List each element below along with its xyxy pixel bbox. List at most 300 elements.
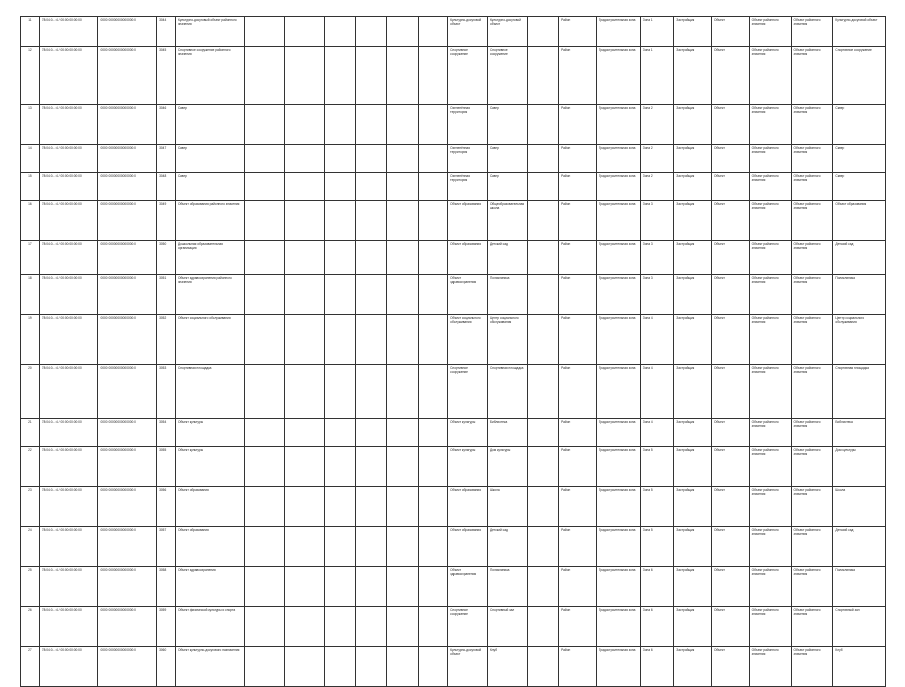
table-cell: 0000 00000000000000:0 [98, 419, 157, 447]
table-cell: Спортивный зал [487, 607, 527, 647]
table-cell: Объект районного значения [749, 145, 791, 173]
table-cell: 3059 [157, 607, 176, 647]
table-cell [245, 145, 285, 173]
table-cell: Спортивное сооружение [448, 607, 488, 647]
table-cell [418, 241, 447, 275]
table-cell: Объект физической культуры и спорта [175, 607, 244, 647]
table-row [21, 145, 886, 173]
table-cell: Градостроительная зона [596, 447, 640, 487]
table-cell: Объект культуры [448, 419, 488, 447]
table-cell: Культурно-досуговый объект районного значения [175, 17, 244, 47]
table-cell [418, 315, 447, 365]
table-cell: Район [559, 365, 597, 419]
table-cell: Культурно-досуговой объект [448, 17, 488, 47]
table-cell: Застройщик [674, 105, 712, 145]
table-cell: 78:04:0...:4 / 00:00:00:00:00 [39, 145, 98, 173]
table-cell: Зона 2 [640, 145, 674, 173]
table-cell: Объект районного значения [791, 145, 833, 173]
table-cell [356, 607, 387, 647]
table-cell [527, 607, 558, 647]
table-cell: 19 [21, 315, 40, 365]
table-cell: Спортивное сооружение [487, 47, 527, 105]
table-cell: Поликлиника [833, 275, 886, 315]
table-cell: 0000 00000000000000:0 [98, 527, 157, 567]
table-row [21, 487, 886, 527]
table-cell [387, 567, 418, 607]
table-cell: Объект районного значения [791, 315, 833, 365]
table-cell: Объект [711, 567, 749, 607]
table-cell [387, 527, 418, 567]
table-cell [527, 447, 558, 487]
table-cell: Район [559, 607, 597, 647]
table-cell: 13 [21, 105, 40, 145]
table-cell: 0000 00000000000000:0 [98, 241, 157, 275]
table-cell: Объект здравоохранения [175, 567, 244, 607]
table-cell: Объект социального обслуживания [175, 315, 244, 365]
table-cell: 20 [21, 365, 40, 419]
table-cell [418, 567, 447, 607]
table-cell: Застройщик [674, 447, 712, 487]
table-cell: Застройщик [674, 241, 712, 275]
table-cell: Градостроительная зона [596, 487, 640, 527]
table-cell [245, 567, 285, 607]
table-cell: 0000 00000000000000:0 [98, 145, 157, 173]
table-cell: Объект районного значения [749, 47, 791, 105]
table-cell: Детский сад [487, 527, 527, 567]
table-cell: Застройщик [674, 275, 712, 315]
table-cell [356, 447, 387, 487]
table-cell [356, 487, 387, 527]
table-cell: Объект районного значения [791, 607, 833, 647]
table-cell: Градостроительная зона [596, 647, 640, 687]
table-cell: Район [559, 145, 597, 173]
table-cell [324, 419, 355, 447]
table-row [21, 47, 886, 105]
table-cell: Культурно-досуговой объект [448, 647, 488, 687]
table-cell: Район [559, 241, 597, 275]
table-cell: Градостроительная зона [596, 105, 640, 145]
table-cell [387, 487, 418, 527]
table-cell: Культурно-досуговой объект [487, 17, 527, 47]
table-cell [418, 145, 447, 173]
table-cell: Застройщик [674, 419, 712, 447]
table-cell: Район [559, 567, 597, 607]
table-cell: 78:04:0...:4 / 00:00:00:00:00 [39, 17, 98, 47]
table-cell: Градостроительная зона [596, 275, 640, 315]
table-cell: Объект [711, 315, 749, 365]
table-cell: Библиотека [833, 419, 886, 447]
table-cell: Застройщик [674, 487, 712, 527]
table-cell [324, 275, 355, 315]
table-cell: Центр социального обслуживания [833, 315, 886, 365]
table-cell: 78:04:0...:4 / 00:00:00:00:00 [39, 567, 98, 607]
table-cell [387, 173, 418, 201]
table-cell: Градостроительная зона [596, 419, 640, 447]
table-cell: Зона 5 [640, 527, 674, 567]
table-cell [284, 173, 324, 201]
table-cell: Объект районного значения [791, 647, 833, 687]
table-cell [284, 201, 324, 241]
table-cell: Район [559, 105, 597, 145]
table-cell: Объект районного значения [791, 173, 833, 201]
table-cell: Объект [711, 201, 749, 241]
table-cell: 78:04:0...:4 / 00:00:00:00:00 [39, 315, 98, 365]
table-cell [387, 241, 418, 275]
table-cell [245, 275, 285, 315]
table-cell [324, 145, 355, 173]
table-cell: Зона 4 [640, 365, 674, 419]
table-cell [356, 241, 387, 275]
table-row [21, 447, 886, 487]
table-cell [284, 315, 324, 365]
table-cell: Объект районного значения [749, 647, 791, 687]
table-cell [245, 527, 285, 567]
table-cell [356, 315, 387, 365]
table-cell [284, 527, 324, 567]
table-cell: Дом культуры [833, 447, 886, 487]
table-cell: 0000 00000000000000:0 [98, 647, 157, 687]
table-cell: 3049 [157, 201, 176, 241]
table-cell [284, 17, 324, 47]
table-cell: Поликлиника [487, 567, 527, 607]
table-cell: Сквер [175, 105, 244, 145]
table-cell [324, 447, 355, 487]
table-cell: Клуб [833, 647, 886, 687]
table-row [21, 419, 886, 447]
table-cell [527, 105, 558, 145]
table-cell [527, 241, 558, 275]
table-cell: 0000 00000000000000:0 [98, 105, 157, 145]
table-cell: Градостроительная зона [596, 567, 640, 607]
table-cell [418, 527, 447, 567]
table-cell: Объект образования [175, 527, 244, 567]
table-cell: Объект образования [448, 487, 488, 527]
table-cell [418, 201, 447, 241]
table-cell: Объект районного значения [791, 275, 833, 315]
table-row [21, 567, 886, 607]
table-cell: Объект районного значения [749, 447, 791, 487]
table-cell [245, 487, 285, 527]
table-cell: Градостроительная зона [596, 607, 640, 647]
table-cell [527, 315, 558, 365]
table-cell [418, 365, 447, 419]
table-cell [527, 173, 558, 201]
table-cell: Объект районного значения [791, 527, 833, 567]
table-cell: Зона 4 [640, 315, 674, 365]
table-cell: Объект районного значения [791, 419, 833, 447]
table-cell: Зона 1 [640, 47, 674, 105]
table-cell: 78:04:0...:4 / 00:00:00:00:00 [39, 607, 98, 647]
table-cell: 0000 00000000000000:0 [98, 365, 157, 419]
table-cell [418, 607, 447, 647]
table-cell: Сквер [833, 105, 886, 145]
table-cell [387, 315, 418, 365]
table-cell: 0000 00000000000000:0 [98, 447, 157, 487]
table-cell: Градостроительная зона [596, 527, 640, 567]
table-cell [245, 47, 285, 105]
table-cell: Объект здравоохранения районного значения [175, 275, 244, 315]
table-cell [324, 241, 355, 275]
table-cell: Объект образования [448, 241, 488, 275]
document-sheet [20, 16, 886, 687]
table-cell: Зона 5 [640, 447, 674, 487]
table-cell [324, 487, 355, 527]
table-cell [387, 275, 418, 315]
table-cell: Объект [711, 527, 749, 567]
table-cell: Объект здравоохранения [448, 567, 488, 607]
table-cell: 25 [21, 567, 40, 607]
table-cell: Объект [711, 487, 749, 527]
table-cell: 0000 00000000000000:0 [98, 607, 157, 647]
table-cell: Объект здравоохранения [448, 275, 488, 315]
table-cell [387, 47, 418, 105]
table-cell: Градостроительная зона [596, 241, 640, 275]
table-cell [245, 447, 285, 487]
table-cell: Застройщик [674, 527, 712, 567]
table-cell: 3056 [157, 487, 176, 527]
table-cell [387, 201, 418, 241]
table-cell: 3044 [157, 17, 176, 47]
table-cell: Застройщик [674, 145, 712, 173]
table-cell: Район [559, 275, 597, 315]
table-cell [418, 275, 447, 315]
table-cell: Застройщик [674, 607, 712, 647]
table-cell [527, 527, 558, 567]
table-cell: Объект культуры [175, 447, 244, 487]
table-cell: Объект районного значения [749, 419, 791, 447]
table-cell: Центр социального обслуживания [487, 315, 527, 365]
table-cell [284, 567, 324, 607]
table-cell: 3046 [157, 105, 176, 145]
table-cell: Градостроительная зона [596, 145, 640, 173]
table-cell: Объект районного значения [791, 47, 833, 105]
table-cell: Объект образования районного значения [175, 201, 244, 241]
table-cell [245, 419, 285, 447]
table-cell [387, 607, 418, 647]
table-cell: 78:04:0...:4 / 00:00:00:00:00 [39, 105, 98, 145]
table-cell [356, 105, 387, 145]
table-cell: Объект районного значения [749, 173, 791, 201]
table-cell: 0000 00000000000000:0 [98, 315, 157, 365]
table-cell: Сквер [487, 105, 527, 145]
table-cell: Район [559, 17, 597, 47]
table-cell: Район [559, 173, 597, 201]
table-cell [284, 275, 324, 315]
table-cell [418, 105, 447, 145]
table-cell: Объект районного значения [749, 201, 791, 241]
table-cell: Объект [711, 419, 749, 447]
table-cell [284, 447, 324, 487]
table-cell [284, 105, 324, 145]
table-cell [324, 201, 355, 241]
table-cell [527, 47, 558, 105]
table-cell: Объект образования [448, 527, 488, 567]
table-cell: Объект районного значения [749, 365, 791, 419]
table-cell: Спортивное сооружение [833, 47, 886, 105]
table-cell [284, 365, 324, 419]
table-cell: 78:04:0...:4 / 00:00:00:00:00 [39, 647, 98, 687]
table-cell [324, 105, 355, 145]
table-cell [527, 567, 558, 607]
table-cell: Объект культурно-досугового назначения [175, 647, 244, 687]
table-cell: Объект районного значения [749, 567, 791, 607]
table-cell [387, 419, 418, 447]
table-cell [356, 527, 387, 567]
table-cell: Зона 4 [640, 419, 674, 447]
table-cell: Зона 5 [640, 487, 674, 527]
table-cell: Объект районного значения [791, 365, 833, 419]
table-cell [356, 17, 387, 47]
table-cell [418, 173, 447, 201]
table-cell: 3055 [157, 447, 176, 487]
table-cell [527, 201, 558, 241]
table-cell: Объект образования [448, 201, 488, 241]
table-cell [418, 647, 447, 687]
table-cell [356, 145, 387, 173]
table-cell [356, 47, 387, 105]
table-cell: Застройщик [674, 47, 712, 105]
table-cell: Объект [711, 647, 749, 687]
table-cell: Объект районного значения [791, 201, 833, 241]
table-cell [387, 647, 418, 687]
table-cell [284, 47, 324, 105]
table-cell: Градостроительная зона [596, 17, 640, 47]
table-cell [245, 607, 285, 647]
table-cell [527, 419, 558, 447]
table-cell [284, 419, 324, 447]
table-cell: 3050 [157, 241, 176, 275]
table-cell: 17 [21, 241, 40, 275]
table-cell [387, 365, 418, 419]
table-cell: Объект культуры [448, 447, 488, 487]
table-cell: Объект [711, 365, 749, 419]
table-cell: 3060 [157, 647, 176, 687]
table-cell: 21 [21, 419, 40, 447]
table-cell: Клуб [487, 647, 527, 687]
table-cell: 3058 [157, 567, 176, 607]
table-cell [284, 607, 324, 647]
table-cell: Озеленённая территория [448, 145, 488, 173]
table-cell: 14 [21, 145, 40, 173]
table-cell [527, 275, 558, 315]
table-cell: Застройщик [674, 17, 712, 47]
table-cell [245, 647, 285, 687]
table-cell: 0000 00000000000000:0 [98, 567, 157, 607]
table-cell: Объект [711, 173, 749, 201]
table-cell: Зона 3 [640, 201, 674, 241]
table-cell [356, 275, 387, 315]
table-cell: Сквер [833, 173, 886, 201]
table-cell [284, 145, 324, 173]
table-cell: 24 [21, 527, 40, 567]
table-cell: 11 [21, 17, 40, 47]
table-cell: Поликлиника [487, 275, 527, 315]
table-cell: Зона 2 [640, 105, 674, 145]
table-cell: 23 [21, 487, 40, 527]
table-cell: 22 [21, 447, 40, 487]
table-cell [284, 241, 324, 275]
table-cell [387, 105, 418, 145]
table-cell [356, 419, 387, 447]
table-cell: Застройщик [674, 365, 712, 419]
table-cell: Градостроительная зона [596, 365, 640, 419]
table-cell [418, 17, 447, 47]
table-row [21, 275, 886, 315]
table-cell: 78:04:0...:4 / 00:00:00:00:00 [39, 419, 98, 447]
table-cell: Объект [711, 241, 749, 275]
table-row [21, 17, 886, 47]
table-cell: 78:04:0...:4 / 00:00:00:00:00 [39, 487, 98, 527]
table-cell: Район [559, 47, 597, 105]
table-cell: Зона 6 [640, 607, 674, 647]
table-cell: 78:04:0...:4 / 00:00:00:00:00 [39, 173, 98, 201]
table-cell: 3047 [157, 145, 176, 173]
table-cell [245, 105, 285, 145]
table-cell [324, 567, 355, 607]
table-cell: Застройщик [674, 647, 712, 687]
table-cell: Объект районного значения [749, 275, 791, 315]
table-cell: 78:04:0...:4 / 00:00:00:00:00 [39, 365, 98, 419]
table-cell: 12 [21, 47, 40, 105]
table-cell [387, 145, 418, 173]
table-cell: Объект районного значения [749, 105, 791, 145]
table-cell: Градостроительная зона [596, 173, 640, 201]
table-cell: Район [559, 315, 597, 365]
table-cell: Район [559, 201, 597, 241]
table-cell: 3053 [157, 365, 176, 419]
table-cell: Спортивное сооружение [448, 47, 488, 105]
table-cell: Объект [711, 105, 749, 145]
table-cell: 26 [21, 607, 40, 647]
table-cell [284, 647, 324, 687]
table-cell: Школа [833, 487, 886, 527]
table-cell: Поликлиника [833, 567, 886, 607]
table-cell: 0000 00000000000000:0 [98, 201, 157, 241]
table-cell [387, 447, 418, 487]
table-cell: 0000 00000000000000:0 [98, 275, 157, 315]
table-cell: Объект районного значения [749, 241, 791, 275]
table-cell: Детский сад [833, 527, 886, 567]
table-cell [324, 47, 355, 105]
table-row [21, 527, 886, 567]
table-row [21, 315, 886, 365]
table-cell [324, 17, 355, 47]
table-cell [324, 607, 355, 647]
table-cell [418, 419, 447, 447]
table-cell [527, 365, 558, 419]
table-cell: Объект районного значения [791, 17, 833, 47]
table-cell: Объект районного значения [791, 487, 833, 527]
table-cell: 3054 [157, 419, 176, 447]
table-cell: 16 [21, 201, 40, 241]
table-cell: Застройщик [674, 201, 712, 241]
table-cell: Район [559, 447, 597, 487]
table-cell: Зона 1 [640, 17, 674, 47]
table-cell [527, 145, 558, 173]
table-cell [284, 487, 324, 527]
table-cell: Сквер [175, 173, 244, 201]
table-cell: 15 [21, 173, 40, 201]
table-cell: Объект социального обслуживания [448, 315, 488, 365]
table-cell: 78:04:0...:4 / 00:00:00:00:00 [39, 527, 98, 567]
table-cell [245, 241, 285, 275]
table-cell: Сквер [833, 145, 886, 173]
table-row [21, 201, 886, 241]
table-cell [356, 365, 387, 419]
table-cell: Объект районного значения [791, 105, 833, 145]
table-cell: Спортивное сооружение районного значения [175, 47, 244, 105]
table-cell: Объект районного значения [749, 17, 791, 47]
